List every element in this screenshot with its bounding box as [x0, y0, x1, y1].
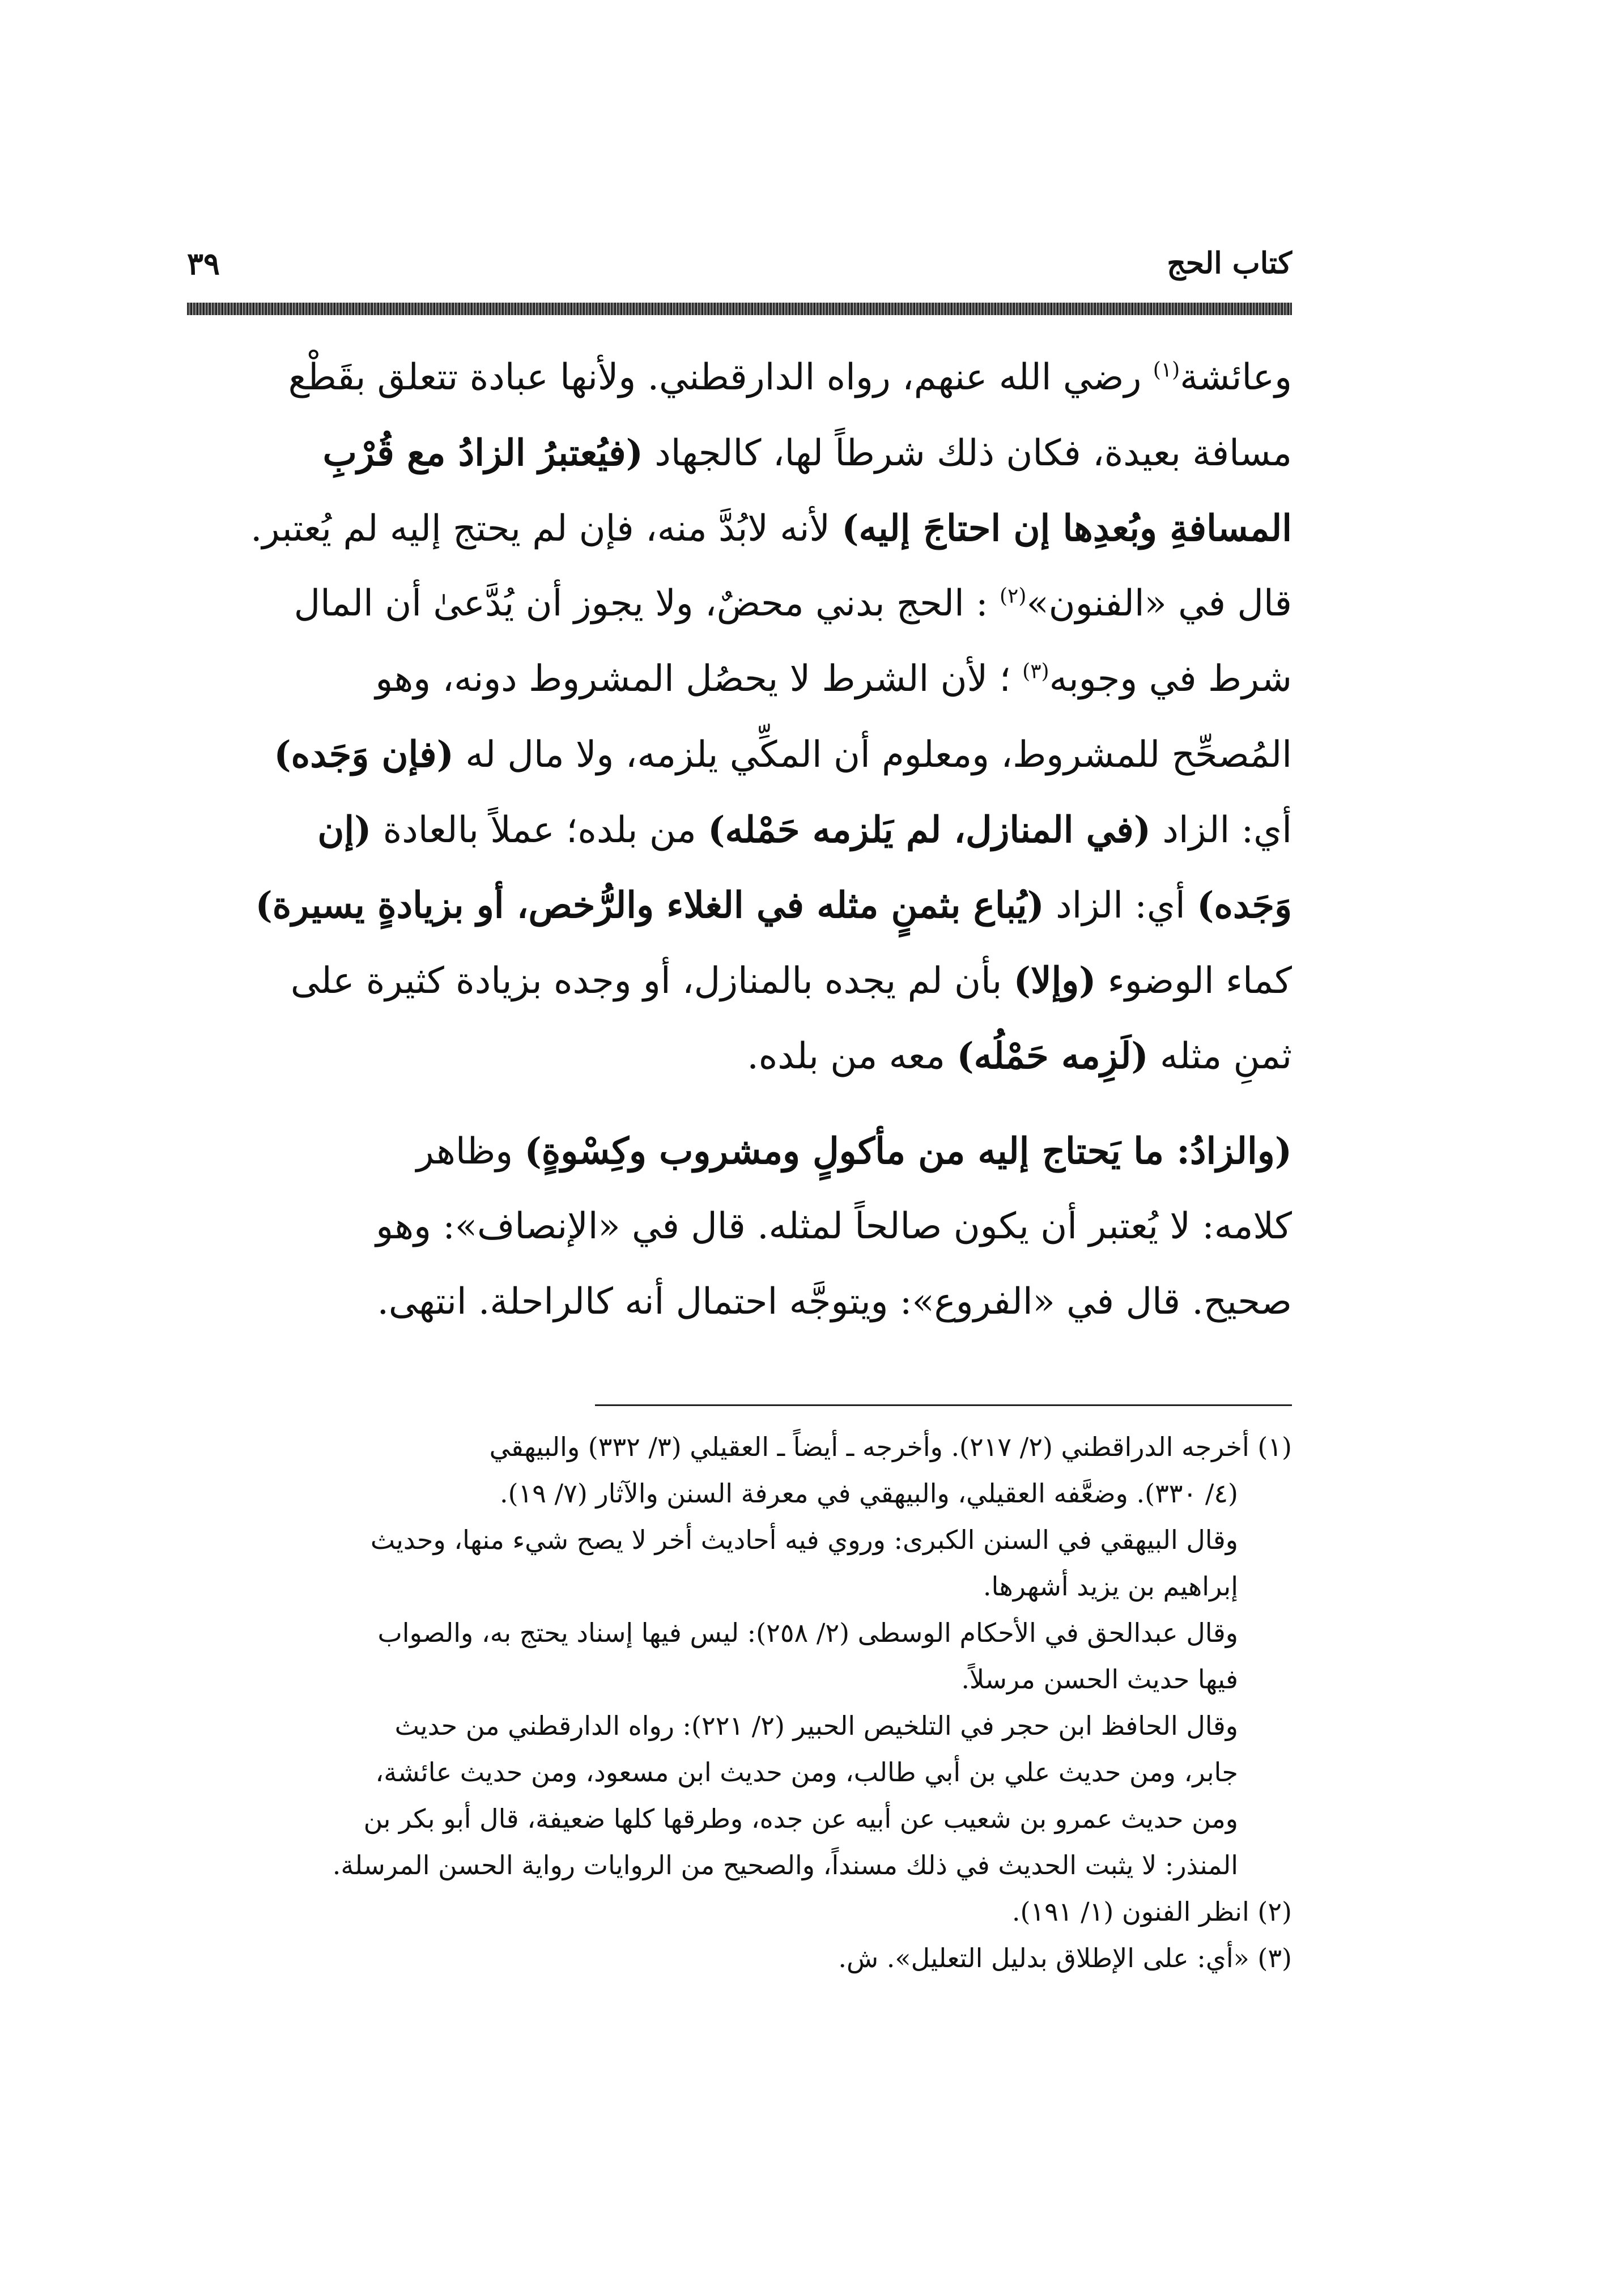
matn-text: (والزادُ: ما يَحتاج إليه من مأكولٍ ومشروب وكِسْوةٍ) [524, 1130, 1292, 1173]
text-segment: بأن لم يجده بالمنازل، أو وجده بزيادة كثيرة على [290, 960, 1002, 1002]
text-segment: صحيح. قال في «الفروع»: ويتوجَّه احتمال أنه كالراحلة. انتهى. [377, 1281, 1292, 1323]
page-number: ٣٩ [187, 245, 220, 282]
text-segment: أي: الزاد [1162, 809, 1292, 851]
matn-text: (لَزِمه حَمْلُه) [956, 1035, 1149, 1077]
text-line [187, 1018, 1292, 1094]
text-segment: شرط في وجوبه [1049, 658, 1292, 700]
text-segment: ؛ لأن الشرط لا يحصُل المشروط دونه، وهو [375, 658, 1011, 700]
matn-text: المسافةِ وبُعدِها إن احتاجَ إليه) [841, 507, 1292, 550]
footnote-line: (٣) «أي: على الإطلاق بدليل التعليل». ش. [838, 1943, 1292, 1973]
matn-text: وَجَده) [1197, 884, 1292, 927]
text-segment: كماء الوضوء [1107, 960, 1292, 1002]
book-title: كتاب الحج [1167, 246, 1292, 281]
matn-text: (في المنازل، لم يَلزمه حَمْله) [708, 809, 1151, 851]
text-line [187, 868, 1292, 943]
matn-text: (إن [317, 809, 372, 851]
page-header [187, 244, 1292, 283]
text-line [187, 1264, 1292, 1340]
text-segment: مسافة بعيدة، فكان ذلك شرطاً لها، كالجهاد [654, 432, 1292, 474]
text-segment: قال في «الفنون» [1026, 583, 1292, 625]
footnote-line: وقال الحافظ ابن حجر في التلخيص الحبير (٢/ ٢٢١): رواه الدارقطني من حديث [394, 1710, 1238, 1741]
footnote-divider [595, 1404, 1292, 1406]
matn-text: (وإلا) [1013, 959, 1096, 1002]
text-segment: وظاهر [416, 1131, 513, 1173]
text-line [187, 717, 1292, 792]
footnote-line: ومن حديث عمرو بن شعيب عن أبيه عن جده، وطرقها كلها ضعيفة، قال أبو بكر بن [363, 1803, 1238, 1834]
footnote-line: وقال عبدالحق في الأحكام الوسطى (٢/ ٢٥٨): ليس فيها إسناد يحتج به، والصواب [377, 1617, 1238, 1648]
text-line [187, 792, 1292, 868]
footnote-ref: (٢) [1000, 584, 1027, 608]
footnote-line: جابر، ومن حديث علي بن أبي طالب، ومن حديث ابن مسعود، ومن حديث عائشة، [375, 1757, 1238, 1787]
paragraph-gap [187, 1094, 1292, 1114]
footnote-line: وقال البيهقي في السنن الكبرى: وروي فيه أحاديث أخر لا يصح شيء منها، وحديث [370, 1525, 1238, 1555]
text-segment: كلامه: لا يُعتبر أن يكون صالحاً لمثله. قال في «الإنصاف»: وهو [376, 1205, 1292, 1247]
footnote-line: إبراهيم بن يزيد أشهرها. [983, 1571, 1238, 1602]
text-segment: رضي الله عنهم، رواه الدارقطني. ولأنها عبادة تتعلق بقَطْع [288, 356, 1142, 398]
text-segment: معه من بلده. [747, 1035, 946, 1077]
text-line [187, 566, 1292, 642]
text-line [187, 943, 1292, 1018]
text-line [187, 1114, 1292, 1189]
matn-text: (فإن وَجَده) [274, 733, 454, 776]
footnote-line: (١) أخرجه الدراقطني (٢/ ٢١٧). وأخرجه ـ أيضاً ـ العقيلي (٣/ ٣٣٢) والبيهقي [489, 1432, 1292, 1462]
text-segment: لأنه لابُدَّ منه، فإن لم يحتج إليه لم يُعتبر. [250, 508, 830, 550]
text-line [187, 642, 1292, 717]
text-segment: من بلده؛ عملاً بالعادة [382, 809, 696, 851]
footnotes [187, 1424, 1292, 1981]
text-line [187, 340, 1292, 415]
text-line [187, 1189, 1292, 1264]
text-segment: ثمنِ مثله [1160, 1035, 1292, 1077]
footnote-line: (٤/ ٣٣٠). وضعَّفه العقيلي، والبيهقي في معرفة السنن والآثار (٧/ ١٩). [500, 1478, 1238, 1509]
footnote-line: المنذر: لا يثبت الحديث في ذلك مسنداً، والصحيح من الروايات رواية الحسن المرسلة. [332, 1850, 1238, 1880]
footnote-line: فيها حديث الحسن مرسلاً. [961, 1664, 1238, 1695]
text-segment: وعائشة [1180, 356, 1292, 398]
matn-text: (فيُعتبرُ الزادُ مع قُرْبِ [322, 432, 643, 474]
text-segment: المُصحِّح للمشروط، ومعلوم أن المكِّي يلزمه، ولا مال له [465, 734, 1292, 776]
text-segment: : الحج بدني محضٌ، ولا يجوز أن يُدَّعىٰ أن المال [294, 583, 988, 625]
footnote-line: (٢) انظر الفنون (١/ ١٩١). [1011, 1896, 1292, 1927]
footnote-ref: (١) [1153, 358, 1180, 382]
header-rule [187, 303, 1292, 315]
main-text [187, 340, 1292, 1340]
text-line [187, 491, 1292, 566]
footnote-ref: (٣) [1022, 660, 1049, 683]
text-line [187, 415, 1292, 491]
matn-text: (يُباع بثمنٍ مثله في الغلاء والرُّخص، أو بزيادةٍ يسيرة) [255, 884, 1044, 927]
text-segment: أي: الزاد [1056, 885, 1185, 927]
